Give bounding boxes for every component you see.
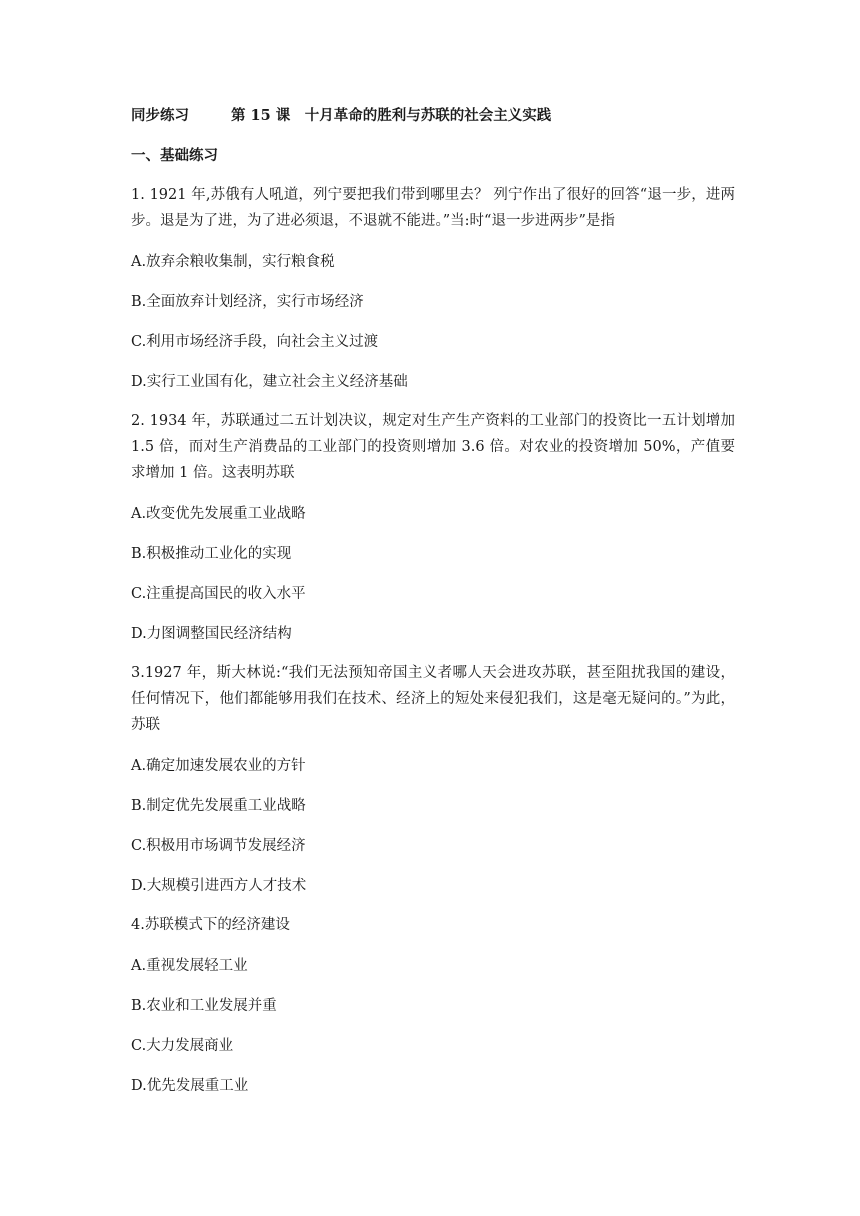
question-3-option-c: C.积极用市场调节发展经济 <box>131 838 306 854</box>
question-2-option-d: D.力图调整国民经济结构 <box>131 626 292 642</box>
question-4-option-d: D.优先发展重工业 <box>131 1078 249 1094</box>
question-3-option-a: A.确定加速发展农业的方针 <box>131 758 306 774</box>
question-1-option-a: A.放弃余粮收集制，实行粮食税 <box>131 254 335 270</box>
question-4-option-c: C.大力发展商业 <box>131 1038 234 1054</box>
section-heading: 一、基础练习 <box>131 147 218 164</box>
question-4-option-b: B.农业和工业发展并重 <box>131 998 277 1014</box>
question-1-option-b: B.全面放弃计划经济，实行市场经济 <box>131 294 364 310</box>
question-2-option-a: A.改变优先发展重工业战略 <box>131 506 306 522</box>
question-1-stem: 1. 1921 年,苏俄有人吼道，列宁要把我们带到哪里去？ 列宁作出了很好的回答“退一步，进两步。退是为了进，为了进必须退，不退就不能进。”当:时“退一步进两步”是指 <box>131 187 735 229</box>
question-2-stem: 2. 1934 年，苏联通过二五计划决议，规定对生产生产资料的工业部门的投资比一五计划增加 1.5 倍，而对生产消费品的工业部门的投资则增加 3.6 倍。对农业的投资增加 50%，产值要求增加 1 倍。这表明苏联 <box>131 413 735 481</box>
question-4-option-a: A.重视发展轻工业 <box>131 958 248 974</box>
question-1-option-d: D.实行工业国有化，建立社会主义经济基础 <box>131 374 408 390</box>
worksheet-title <box>131 104 735 130</box>
lesson-title: 第 15 课 十月革命的胜利与苏联的社会主义实践 <box>231 107 552 124</box>
worksheet-page <box>131 104 735 1098</box>
question-4-stem: 4.苏联模式下的经济建设 <box>131 917 290 933</box>
question-1-option-c: C.利用市场经济手段，向社会主义过渡 <box>131 334 379 350</box>
question-2-option-c: C.注重提高国民的收入水平 <box>131 586 306 602</box>
question-3-option-d: D.大规模引进西方人才技术 <box>131 878 307 894</box>
worksheet-label: 同步练习 <box>131 107 189 124</box>
question-2-option-b: B.积极推动工业化的实现 <box>131 546 292 562</box>
question-3-stem: 3.1927 年，斯大林说:“我们无法预知帝国主义者哪人天会进攻苏联，甚至阻扰我国的建设，任何情况下，他们都能够用我们在技术、经济上的短处来侵犯我们，这是毫无疑问的。”为此，苏联 <box>131 665 735 733</box>
question-3-option-b: B.制定优先发展重工业战略 <box>131 798 306 814</box>
